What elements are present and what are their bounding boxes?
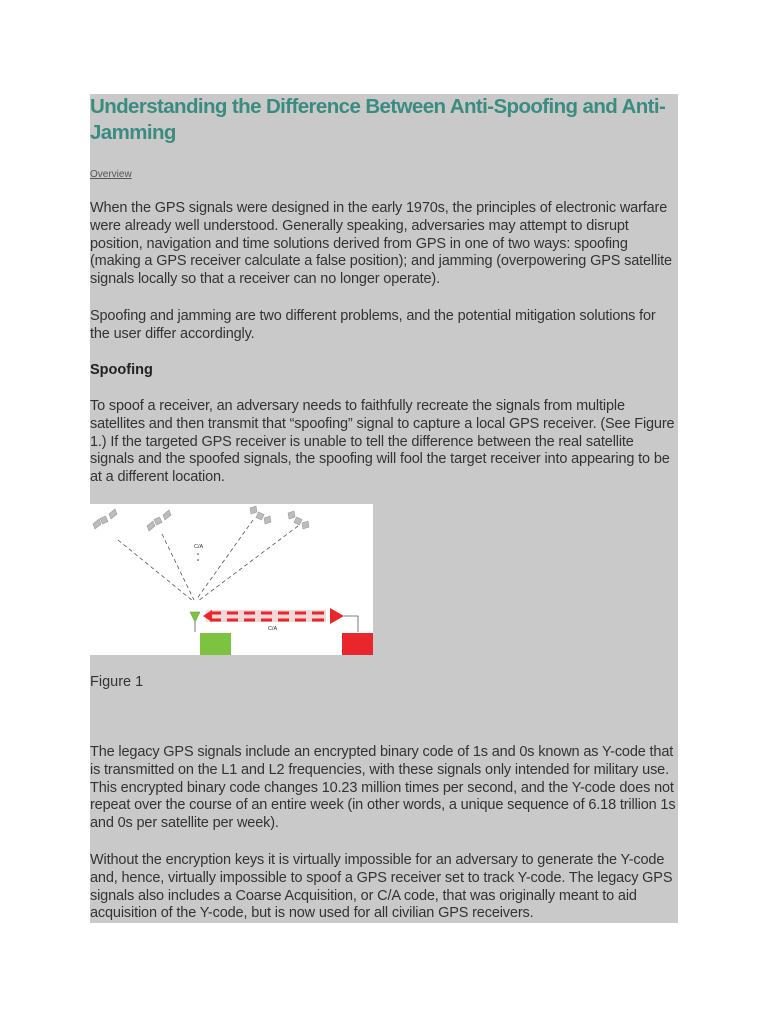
article-title: Understanding the Difference Between Anti-Spoofing and Anti-Jamming [90, 95, 666, 144]
overview-link[interactable]: Overview [90, 169, 132, 180]
figure-label-bottom: C/A [268, 626, 278, 632]
spoofer-antenna-icon [330, 608, 344, 624]
satellite-icon-1 [93, 509, 117, 529]
receiver-antenna-icon [190, 612, 200, 622]
spoofer-box [342, 633, 373, 655]
paragraph-problems: Spoofing and jamming are two different problems, and the potential mitigation solutions for the user differ accordingly. [90, 308, 656, 342]
paragraph-encryption: Without the encryption keys it is virtually impossible for an adversary to generate the Y-code and, hence, virtually impossible to spoof a GPS receiver set to track Y-code. The legacy GPS signals also includes a Coarse Acquisition, or C/A code, that was originally meant to aid acquisition of the Y-code, but is now used for all civilian GPS receivers. [90, 852, 673, 922]
receiver-box [200, 633, 231, 655]
paragraph-intro: When the GPS signals were designed in the early 1970s, the principles of electronic warfare were already well understood. Generally speaking, adversaries may attempt to disrupt position, navigation and time solutions derived from GPS in one of two ways: spoofing (making a GPS receiver calculate a false position); and jamming (overpowering GPS satellite signals locally so that a receiver can no longer operate). [90, 200, 672, 288]
satellite-icon-3 [250, 506, 271, 524]
spoofing-signal-arrow [203, 608, 344, 624]
section-heading-spoofing: Spoofing [90, 362, 153, 378]
document-page [90, 94, 678, 923]
figure-1-diagram [90, 504, 373, 655]
figure-label-top: C/A [194, 544, 204, 550]
paragraph-legacy-signals: The legacy GPS signals include an encrypted binary code of 1s and 0s known as Y-code that is transmitted on the L1 and L2 frequencies, with these signals only intended for military use. This encrypted binary code changes 10.23 million times per second, and the Y-code does not repeat over the course of an entire week (in other words, a unique sequence of 6.18 trillion 1s and 0s per satellite per week). [90, 744, 676, 832]
paragraph-spoofing: To spoof a receiver, an adversary needs to faithfully recreate the signals from multiple satellites and then transmit that “spoofing” signal to capture a local GPS receiver. (See Figure 1.) If the targeted GPS receiver is unable to tell the difference between the real satellite signals and the spoofed signals, the spoofing will fool the target receiver into appearing to be at a different location. [90, 398, 675, 486]
satellite-icon-4 [288, 511, 309, 529]
figure-caption: Figure 1 [90, 674, 144, 690]
signal-lines [118, 520, 298, 601]
satellite-icon-2 [147, 510, 171, 531]
